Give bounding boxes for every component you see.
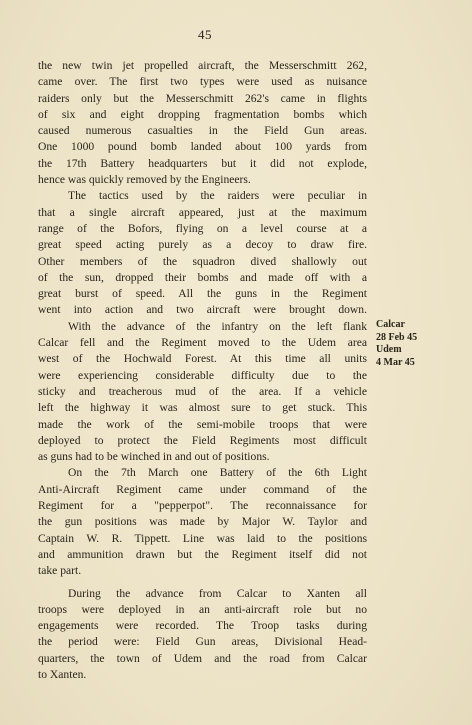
text-line: as guns had to be winched in and out of positions. — [38, 450, 270, 464]
text-line: quarters, the town of Udem and the road from Calcar — [38, 651, 367, 665]
text-line: Other members of the squadron dived shallowly out — [38, 254, 367, 268]
text-line: hence was quickly removed by the Engineers. — [38, 173, 251, 187]
text-line: Calcar fell and the Regiment moved to the Udem area — [38, 336, 367, 350]
text-line: went into action and two aircraft were brought down. — [38, 303, 367, 317]
text-line: Anti-Aircraft Regiment came under command of the — [38, 482, 367, 496]
text-line: With the advance of the infantry on the left flank — [68, 319, 367, 333]
text-line: On the 7th March one Battery of the 6th Light — [68, 466, 367, 480]
margin-note — [376, 319, 417, 369]
text-line: west of the Hochwald Forest. At this time all units — [38, 352, 367, 366]
text-line: to Xanten. — [38, 667, 87, 681]
text-line: the gun positions was made by Major W. Taylor and — [38, 515, 367, 529]
text-line: the 17th Battery headquarters but it did not explode, — [38, 156, 367, 170]
text-line: deployed to protect the Field Regiments most difficult — [38, 433, 367, 447]
margin-note-place: Udem — [376, 344, 402, 355]
text-line: the new twin jet propelled aircraft, the Messerschmitt 262, — [38, 59, 367, 72]
text-line: that a single aircraft appeared, just at the maximum — [38, 205, 367, 219]
page-number: 45 — [198, 27, 212, 42]
text-line: During the advance from Calcar to Xanten all — [68, 586, 367, 600]
text-line: take part. — [38, 564, 82, 578]
text-line: left the highway it was almost sure to get stuck. This — [38, 401, 367, 415]
text-line: of six and eight dropping fragmentation bombs which — [38, 107, 367, 121]
text-line: the period were: Field Gun areas, Divisional Head- — [38, 635, 367, 649]
text-line: The tactics used by the raiders were peculiar in — [68, 189, 367, 203]
text-line: were experiencing considerable difficulty due to the — [38, 368, 367, 382]
text-line: made the work of the semi-mobile troops that were — [38, 417, 367, 431]
text-line: Captain W. R. Tippett. Line was laid to the positions — [38, 531, 367, 545]
text-line: Regiment for a "pepperpot". The reconnaissance for — [38, 499, 367, 513]
margin-note-place: Calcar — [376, 319, 405, 330]
text-line: sticky and treacherous mud of the area. If a vehicle — [38, 384, 367, 398]
text-line: caused numerous casualties in the Field Gun areas. — [38, 124, 367, 138]
text-line: range of the Bofors, flying on a level course at a — [38, 221, 367, 235]
margin-note-date: 4 Mar 45 — [376, 356, 415, 368]
text-line: great burst of speed. All the guns in the Regiment — [38, 287, 367, 301]
text-line: raiders only but the Messerschmitt 262's came in flights — [38, 91, 367, 105]
body-text — [38, 58, 367, 683]
text-line: One 1000 pound bomb landed about 100 yards from — [38, 140, 367, 154]
text-line: of the sun, dropped their bombs and made off with a — [38, 270, 367, 284]
text-line: came over. The first two types were used as nuisance — [38, 75, 367, 89]
text-line: great speed acting purely as a decoy to draw fire. — [38, 238, 367, 252]
text-line: and ammunition drawn but the Regiment itself did not — [38, 547, 367, 561]
text-line: troops were deployed in an anti-aircraft role but no — [38, 602, 367, 616]
text-line: engagements were recorded. The Troop tasks during — [38, 619, 367, 633]
margin-note-date: 28 Feb 45 — [376, 331, 418, 343]
